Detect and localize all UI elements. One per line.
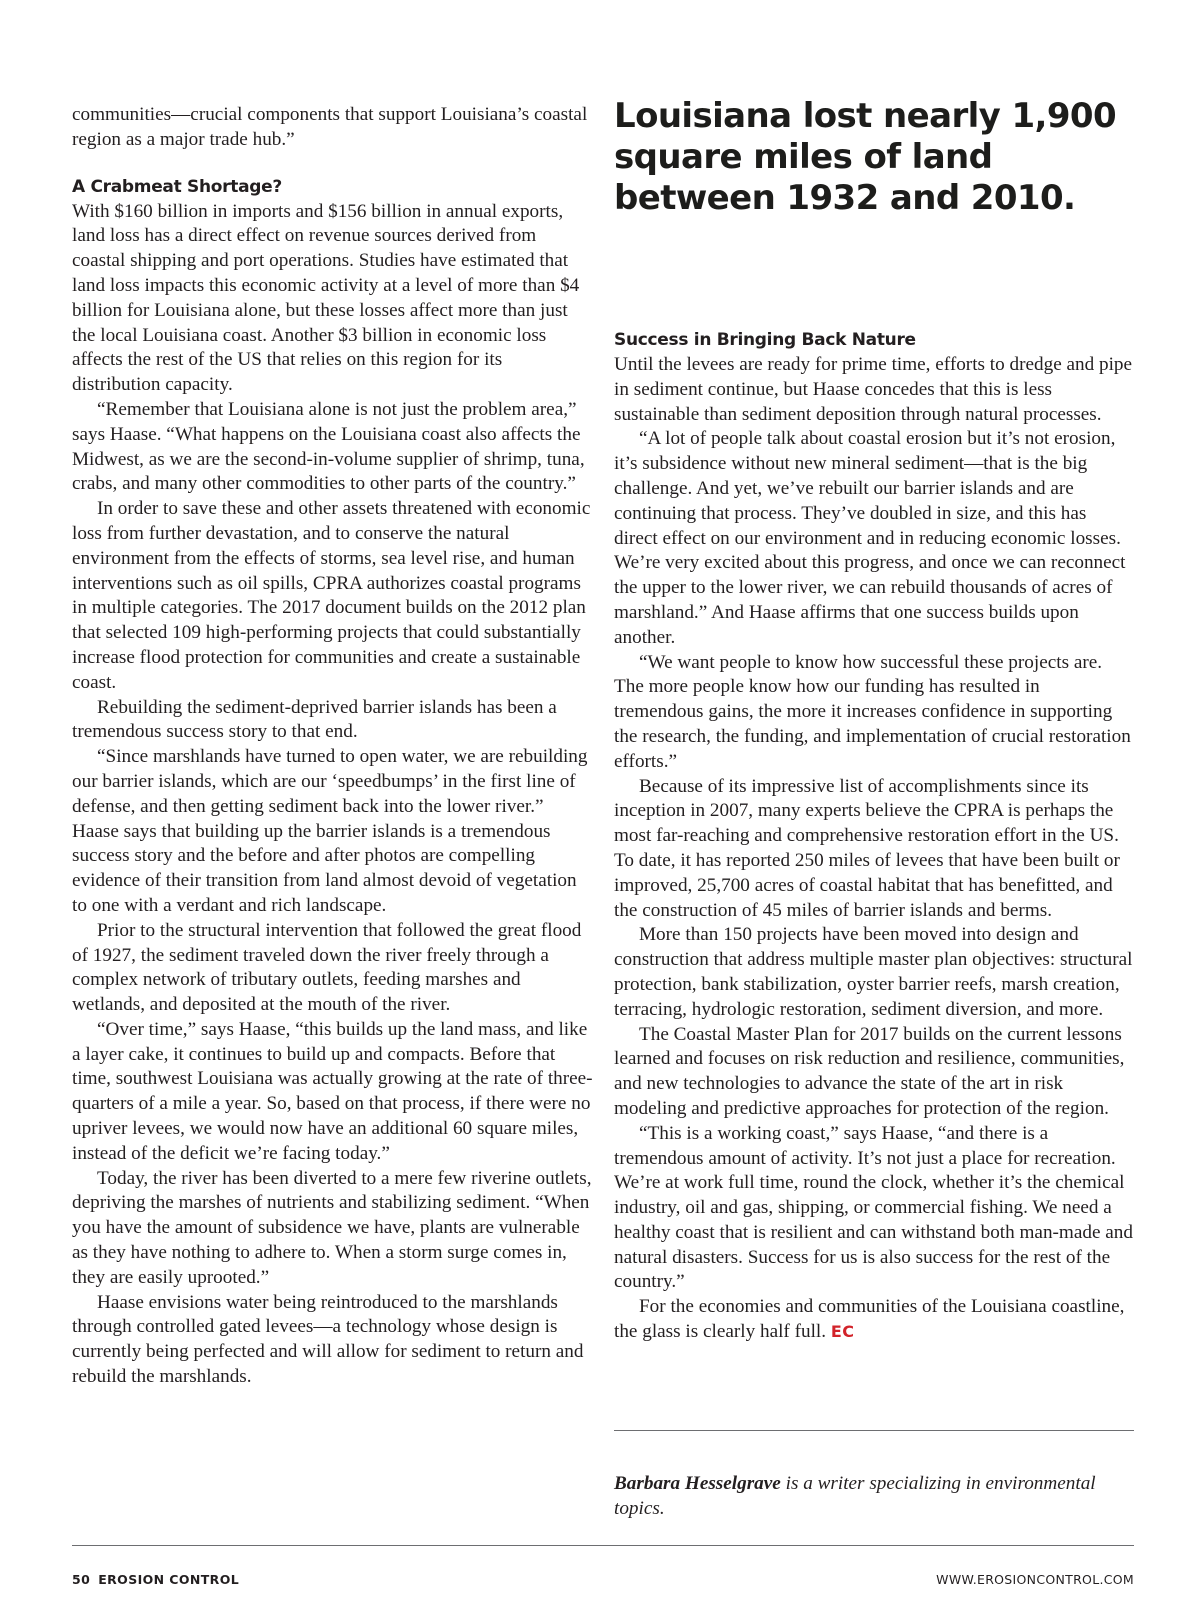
page-number: 50 (72, 1572, 91, 1587)
body-paragraph: The Coastal Master Plan for 2017 builds on the current lessons learned and focuses on risk reduction and resilience, communities, and new technologies to advance the state of the art in risk modeling and predictive approaches for protection of the region. (614, 1023, 1125, 1119)
section-heading-success: Success in Bringing Back Nature (614, 330, 916, 350)
author-bio-text: is a writer specializing in environmental topics. (614, 1473, 1096, 1519)
footer-website-link[interactable]: WWW.EROSIONCONTROL.COM (936, 1572, 1134, 1587)
footer-divider (72, 1545, 1134, 1546)
bio-divider (614, 1430, 1134, 1431)
author-bio (614, 1472, 1134, 1522)
body-paragraph: “Since marshlands have turned to open water, we are rebuilding our barrier islands, which are our ‘speedbumps’ in the first line of defense, and then getting sediment back into the lower river.” Haase says that building up the barrier islands is a tremendous success story and the before and after photos are compelling evidence of their transition from land almost devoid of vegetation to one with a verdant and rich landscape. (72, 746, 588, 916)
intro-paragraph: communities—crucial components that support Louisiana’s coastal region as a major trade hub.” (72, 104, 588, 150)
footer-folio (72, 1572, 239, 1587)
section-heading-crabmeat: A Crabmeat Shortage? (72, 176, 282, 197)
body-paragraph: “A lot of people talk about coastal erosion but it’s not erosion, it’s subsidence without new mineral sediment—that is the big challenge. And yet, we’ve rebuilt our barrier islands and are continuing that process. They’ve doubled in size, and this has direct effect on our environment and in reducing economic losses. We’re very excited about this progress, and once we can reconnect the upper to the lower river, we can rebuild thousands of acres of marshland.” And Haase affirms that one success builds upon another. (614, 428, 1126, 648)
closing-text: For the economies and communities of the Louisiana coastline, the glass is clearly half full. (614, 1296, 1125, 1343)
author-name: Barbara Hesselgrave (614, 1473, 781, 1494)
body-paragraph: Prior to the structural intervention that followed the great flood of 1927, the sediment traveled down the river freely through a complex network of tributary outlets, feeding marshes and wetlands, and deposited at the mouth of the river. (72, 919, 582, 1016)
body-paragraph: More than 150 projects have been moved into design and construction that address multiple master plan objectives: structural protection, bank stabilization, oyster barrier reefs, marsh creation, terracing, hydrologic restoration, sediment diversion, and more. (614, 924, 1133, 1020)
body-paragraph: With $160 billion in imports and $156 billion in annual exports, land loss has a direct effect on revenue sources derived from coastal shipping and port operations. Studies have estimated that land loss impacts this economic activity at a level of more than $4 billion for Louisiana alone, but these losses affect more than just the local Louisiana coast. Another $3 billion in economic loss affects the rest of the US that relies on this region for its distribution capacity. (72, 200, 580, 396)
body-paragraph: Today, the river has been diverted to a mere few riverine outlets, depriving the marshes of nutrients and stabilizing sediment. “When you have the amount of subsidence we have, plants are vulnerable as they have nothing to adhere to. When a storm surge comes in, they are easily uprooted.” (72, 1167, 592, 1288)
right-column (614, 329, 1134, 1345)
publication-name: EROSION CONTROL (98, 1572, 240, 1587)
body-paragraph: In order to save these and other assets threatened with economic loss from further devastation, and to conserve the natural environment from the effects of storms, sea level rise, and human interventions such as oil spills, CPRA authorizes coastal programs in multiple categories. The 2017 document builds on the 2012 plan that selected 109 high-performing projects that could substantially increase flood protection for communities and create a sustainable coast. (72, 498, 591, 693)
body-paragraph: “This is a working coast,” says Haase, “and there is a tremendous amount of activity. It’s not just a place for recreation. We’re at work full time, round the clock, whether it’s the chemical industry, oil and gas, shipping, or commercial fishing. We need a healthy coast that is resilient and can withstand both man-made and natural disasters. Success for us is also success for the rest of the country.” (614, 1122, 1133, 1293)
end-mark-ec: EC (830, 1322, 855, 1342)
body-paragraph: “We want people to know how successful these projects are. The more people know how our funding has resulted in tremendous gains, the more it increases confidence in supporting the research, the funding, and implementation of crucial restoration efforts.” (614, 651, 1131, 772)
body-paragraph: Haase envisions water being reintroduced to the marshlands through controlled gated levees—a technology whose design is currently being perfected and will allow for sediment to return and rebuild the marshlands. (72, 1291, 584, 1388)
pull-quote: Louisiana lost nearly 1,900 square miles of land between 1932 and 2010. (614, 96, 1117, 218)
closing-paragraph (614, 1295, 1134, 1345)
body-paragraph: “Over time,” says Haase, “this builds up the land mass, and like a layer cake, it continues to build up and compacts. Before that time, southwest Louisiana was actually growing at the rate of three-quarters of a mile a year. So, based on that process, if there were no upriver levees, we would now have an additional 60 square miles, instead of the deficit we’re facing today.” (72, 1018, 593, 1164)
left-column (72, 103, 593, 1390)
body-paragraph: Rebuilding the sediment-deprived barrier islands has been a tremendous success story to that end. (72, 696, 557, 743)
body-paragraph: Because of its impressive list of accomplishments since its inception in 2007, many experts believe the CPRA is perhaps the most far-reaching and comprehensive restoration effort in the US. To date, it has reported 250 miles of levees that have been built or improved, 25,700 acres of coastal habitat that has benefitted, and the construction of 45 miles of barrier islands and berms. (614, 775, 1120, 921)
body-paragraph: “Remember that Louisiana alone is not just the problem area,” says Haase. “What happens on the Louisiana coast also affects the Midwest, as we are the second-in-volume supplier of shrimp, tuna, crabs, and many other commodities to other parts of the country.” (72, 398, 585, 495)
body-paragraph: Until the levees are ready for prime time, efforts to dredge and pipe in sediment continue, but Haase concedes that this is less sustainable than sediment deposition through natural processes. (614, 354, 1133, 425)
